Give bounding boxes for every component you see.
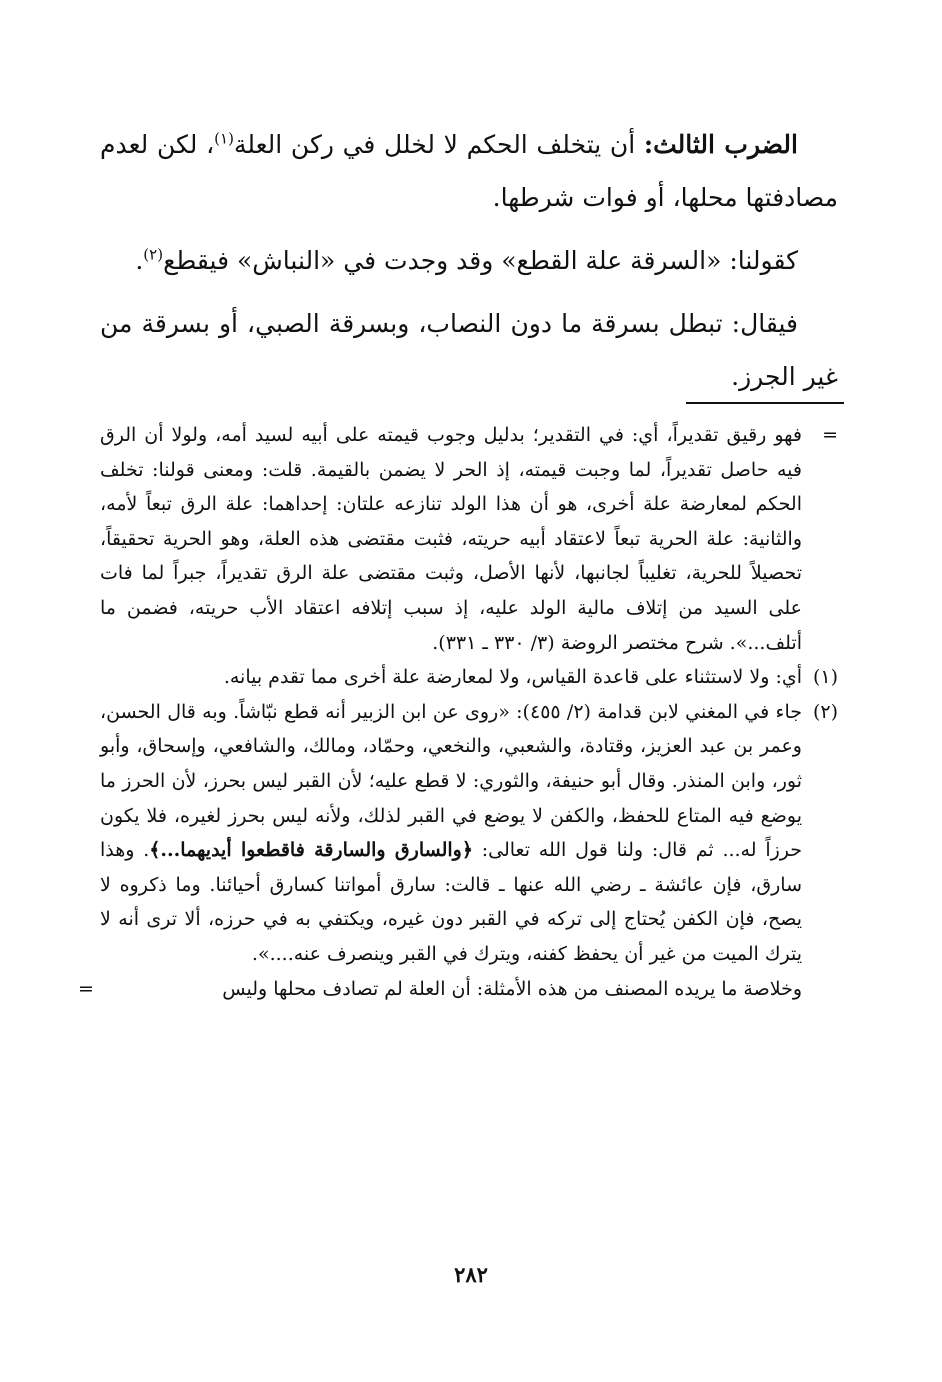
footnote-ref-1[interactable]: (١)	[214, 129, 234, 148]
paragraph-2	[100, 234, 838, 287]
summary-text: وخلاصة ما يريده المصنف من هذه الأمثلة: أن العلة لم تصادف محلها وليس	[222, 977, 802, 1000]
paragraph-2-text: كقولنا: «السرقة علة القطع» وقد وجدت في «النباش» فيقطع	[163, 246, 798, 275]
page-number: ٢٨٢	[454, 1262, 488, 1287]
footnote-1-number: (١)	[812, 666, 838, 689]
quran-verse: ﴿والسارق والسارقة فاقطعوا أيديهما...﴾	[149, 839, 473, 862]
footnote-summary	[78, 972, 838, 1007]
footnote-2-text-b: . وهذا سارق، فإن عائشة ـ رضي الله عنها ـ قالت: سارق أمواتنا كسارق أحيائنا. وما ذكروه لا يصح، فإن الكفن يُحتاج إلى تركه في القبر دون غيره، ويكتفي به في حرزه، ألا ترى أنه لا يترك الميت من غير أن يحفظ كفنه، ويترك في القبر وينصرف عنه....».	[100, 839, 802, 965]
main-text	[100, 118, 838, 403]
footnote-2	[100, 695, 838, 972]
footnote-1	[100, 660, 838, 695]
continuation-text: فهو رقيق تقديراً، أي: في التقدير؛ بدليل وجوب قيمته على أبيه لسيد أمه، ولولا أن الرق فيه حاصل تقديراً، لما وجبت قيمته، إذ الحر لا يضمن بالقيمة. قلت: ومعنى قولنا: تخلف الحكم لمعارضة علة أخرى، هو أن هذا الولد تنازعه علتان: إحداهما: علة الرق تبعاً لأمه، والثانية: علة الحرية تبعاً لاعتقاد أبيه حريته، فثبت مقتضى هذه العلة، وهو الحرية تحقيقاً، تحصيلاً للحرية، تغليباً لجانبها، لأنها الأصل، وثبت مقتضى علة الرق تقديراً، جبراً لما فات على السيد من إتلاف مالية الولد عليه، إذ سبب إتلافه اعتقاد الأب حريته، فضمن ما أتلف...». شرح مختصر الروضة (٣/ ٣٣٠ ـ ٣٣١).	[100, 424, 802, 654]
footnotes-section	[78, 418, 838, 1006]
continuation-marker-end: =	[78, 977, 94, 1000]
footnote-2-number: (٢)	[812, 700, 838, 723]
paragraph-1-text-cont: ، لكن لعدم مصادفتها محلها، أو فوات شرطها.	[100, 130, 838, 212]
footnote-ref-2[interactable]: (٢)	[143, 245, 164, 264]
footnote-1-text: أي: ولا لاستثناء على قاعدة القياس، ولا لمعارضة علة أخرى مما تقدم بيانه.	[223, 666, 802, 689]
paragraph-1	[100, 118, 838, 224]
paragraph-3: فيقال: تبطل بسرقة ما دون النصاب، وبسرقة الصبي، أو بسرقة من غير الجرز.	[100, 309, 838, 391]
footnote-divider	[686, 402, 844, 404]
footnote-2-text-a: جاء في المغني لابن قدامة (٢/ ٤٥٥): «روى عن ابن الزبير أنه قطع نبّاشاً. وبه قال الحسن، وعمر بن عبد العزيز، وقتادة، والشعبي، والنخعي، وحمّاد، ومالك، والشافعي، وإسحاق، وأبو ثور، وابن المنذر. وقال أبو حنيفة، والثوري: لا قطع عليه؛ لأن القبر ليس بحرز، لأن الحرز ما يوضع فيه المتاع للحفظ، والكفن لا يوضع في القبر لذلك، ولأنه ليس بحرز لغيره، فلا يكون حرزاً له... ثم قال: ولنا قول الله تعالى:	[100, 700, 802, 862]
paragraph-2-end: .	[135, 246, 144, 275]
footnote-continuation	[100, 418, 838, 660]
section-heading: الضرب الثالث:	[643, 130, 798, 159]
paragraph-1-text: أن يتخلف الحكم لا لخلل في ركن العلة	[233, 130, 644, 159]
continuation-marker: =	[822, 424, 838, 446]
